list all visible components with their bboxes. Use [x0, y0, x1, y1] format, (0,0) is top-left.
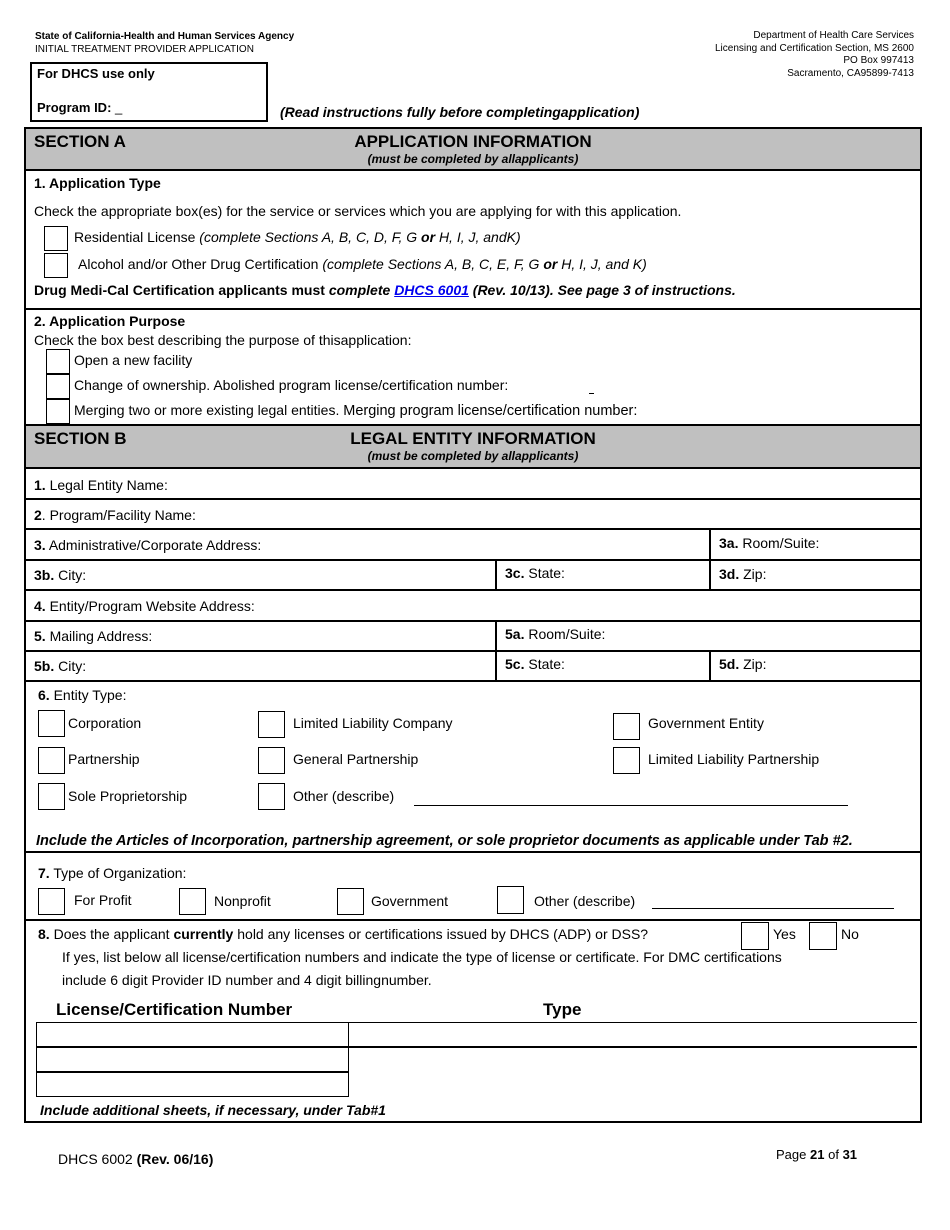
divider [26, 308, 920, 310]
yes-option: Yes [773, 926, 796, 942]
dept-line: Licensing and Certification Section, MS 2600 [714, 42, 914, 54]
section-a-header [26, 129, 920, 171]
type-cell[interactable] [348, 1022, 917, 1047]
dhcs-6001-link[interactable]: DHCS 6001 [394, 282, 469, 298]
type-cell[interactable] [348, 1047, 917, 1097]
partnership-checkbox[interactable] [38, 747, 65, 774]
zip-3d-field[interactable]: 3d. Zip: [719, 566, 767, 582]
org-other-checkbox[interactable] [497, 886, 524, 914]
llp-option: Limited Liability Partnership [648, 751, 820, 767]
no-checkbox[interactable] [809, 922, 837, 950]
license-instruction-line: include 6 digit Provider ID number and 4 digit billingnumber. [62, 972, 432, 988]
section-b-header [26, 424, 920, 469]
city-5b-field[interactable]: 5b. City: [34, 658, 87, 674]
government-entity-option: Government Entity [648, 715, 764, 731]
section-a-title: APPLICATION INFORMATION [354, 132, 592, 151]
organization-type-label: 7. Type of Organization: [38, 865, 187, 881]
additional-sheets-note: Include additional sheets, if necessary, under Tab#1 [40, 1102, 386, 1118]
program-id-label[interactable]: Program ID: _ [37, 100, 123, 115]
abolished-number-field[interactable] [589, 393, 594, 394]
dept-line: Department of Health Care Services [753, 30, 914, 41]
application-type-instruction: Check the appropriate box(es) for the service or services which you are applying for with this application. [34, 203, 682, 219]
merging-entities-checkbox[interactable] [46, 399, 70, 424]
partnership-option: Partnership [68, 751, 140, 767]
change-ownership-checkbox[interactable] [46, 374, 70, 399]
form-number: DHCS 6002 (Rev. 06/16) [58, 1151, 214, 1167]
website-address-field[interactable]: 4. Entity/Program Website Address: [34, 598, 255, 614]
city-3b-field[interactable]: 3b. City: [34, 567, 87, 583]
divider [709, 650, 711, 681]
use-only-label: For DHCS use only [37, 66, 155, 81]
sole-proprietorship-option: Sole Proprietorship [68, 788, 188, 804]
for-profit-option: For Profit [74, 892, 132, 908]
dept-line: Sacramento, CA95899-7413 [787, 67, 914, 79]
for-profit-checkbox[interactable] [38, 888, 65, 915]
application-purpose-instruction: Check the box best describing the purpose of thisapplication: [34, 332, 412, 348]
dmc-certification-note: Drug Medi-Cal Certification applicants must complete DHCS 6001 (Rev. 10/13). See page 3 of instructions. [34, 282, 736, 298]
aod-certification-option: Alcohol and/or Other Drug Certification (complete Sections A, B, C, E, F, G or H, I, J, and K) [78, 256, 647, 272]
corporation-option: Corporation [68, 715, 142, 731]
room-suite-5a-field[interactable]: 5a. Room/Suite: [505, 626, 606, 642]
section-b-subtitle: (must be completed by allapplicants) [367, 449, 579, 463]
room-suite-3a-field[interactable]: 3a. Room/Suite: [719, 535, 820, 551]
divider [26, 650, 920, 652]
org-other-option: Other (describe) [534, 893, 636, 909]
government-entity-checkbox[interactable] [613, 713, 640, 740]
section-b-label: SECTION B [34, 429, 127, 448]
org-government-checkbox[interactable] [337, 888, 364, 915]
corporation-checkbox[interactable] [38, 710, 65, 737]
no-option: No [841, 926, 859, 942]
divider [26, 589, 920, 591]
section-b-title: LEGAL ENTITY INFORMATION [350, 429, 596, 448]
page-number: Page 21 of 31 [776, 1147, 858, 1162]
section-a-subtitle: (must be completed by allapplicants) [367, 152, 579, 166]
entity-documents-note: Include the Articles of Incorporation, partnership agreement, or sole proprietor documents as applicable under Tab #2. [36, 833, 853, 849]
divider [26, 498, 920, 500]
admin-address-field[interactable]: 3. Administrative/Corporate Address: [34, 537, 262, 553]
merging-entities-option: Merging two or more existing legal entities. Merging program license/certification number: [74, 402, 638, 419]
header-left [35, 30, 294, 56]
legal-entity-name-field[interactable]: 1. Legal Entity Name: [34, 477, 168, 493]
divider [26, 528, 920, 530]
state-5c-field[interactable]: 5c. State: [505, 656, 565, 672]
dhcs-use-only-box [30, 62, 268, 122]
form-body [24, 127, 922, 1123]
department-address [715, 30, 914, 80]
nonprofit-option: Nonprofit [214, 893, 271, 909]
license-number-column-header: License/Certification Number [56, 1000, 293, 1019]
llc-checkbox[interactable] [258, 711, 285, 738]
mailing-address-field[interactable]: 5. Mailing Address: [34, 628, 153, 644]
llc-option: Limited Liability Company [293, 715, 453, 731]
open-new-facility-checkbox[interactable] [46, 349, 70, 374]
divider [26, 620, 920, 622]
application-type-label: 1. Application Type [34, 175, 161, 191]
license-instruction-line: If yes, list below all license/certification numbers and indicate the type of license or certificate. For DMC certifications [62, 949, 782, 965]
change-ownership-option: Change of ownership. Abolished program license/certification number: [74, 377, 509, 393]
entity-other-describe-field[interactable] [414, 805, 848, 806]
entity-type-label: 6. Entity Type: [38, 687, 127, 703]
divider [26, 919, 920, 921]
instructions-note: (Read instructions fully before completingapplication) [280, 104, 640, 120]
general-partnership-option: General Partnership [293, 751, 419, 767]
sole-proprietorship-checkbox[interactable] [38, 783, 65, 810]
llp-checkbox[interactable] [613, 747, 640, 774]
entity-other-checkbox[interactable] [258, 783, 285, 810]
zip-5d-field[interactable]: 5d. Zip: [719, 656, 767, 672]
program-facility-name-field[interactable]: 2. Program/Facility Name: [34, 507, 196, 523]
license-number-cell[interactable] [36, 1047, 349, 1072]
residential-license-checkbox[interactable] [44, 226, 68, 251]
section-a-label: SECTION A [34, 132, 126, 151]
form-title: INITIAL TREATMENT PROVIDER APPLICATION [35, 44, 254, 55]
type-column-header: Type [543, 1000, 582, 1019]
divider [26, 559, 920, 561]
dept-line: PO Box 997413 [843, 55, 914, 66]
general-partnership-checkbox[interactable] [258, 747, 285, 774]
org-other-describe-field[interactable] [652, 908, 894, 909]
divider [26, 680, 920, 682]
license-number-cell[interactable] [36, 1072, 349, 1097]
license-number-cell[interactable] [36, 1022, 349, 1047]
yes-checkbox[interactable] [741, 922, 769, 950]
entity-other-option: Other (describe) [293, 788, 395, 804]
agency-name: State of California-Health and Human Services Agency [35, 31, 295, 42]
divider [495, 559, 497, 590]
open-new-facility-option: Open a new facility [74, 352, 193, 368]
org-government-option: Government [371, 893, 449, 909]
current-license-question: 8. Does the applicant currently hold any licenses or certifications issued by DHCS (ADP) or DSS? [38, 926, 649, 942]
nonprofit-checkbox[interactable] [179, 888, 206, 915]
application-purpose-label: 2. Application Purpose [34, 313, 186, 329]
residential-license-option: Residential License (complete Sections A, B, C, D, F, G or H, I, J, andK) [74, 229, 521, 245]
state-3c-field[interactable]: 3c. State: [505, 565, 565, 581]
aod-certification-checkbox[interactable] [44, 253, 68, 278]
divider [26, 851, 920, 853]
